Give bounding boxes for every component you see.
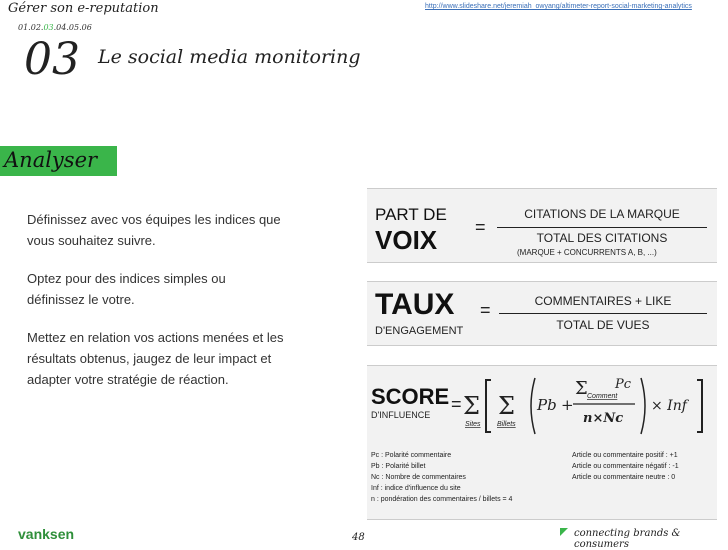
voix-fraction-line [497, 227, 707, 228]
voix-label-main: VOIX [375, 225, 438, 255]
legend-right-item: Article ou commentaire négatif : -1 [572, 463, 679, 470]
page-number: 48 [352, 532, 365, 543]
left-bracket [486, 380, 491, 432]
engagement-fraction-line [499, 313, 707, 314]
engagement-numerator: COMMENTAIRES + LIKE [534, 294, 672, 308]
pc-term: Pc [615, 377, 632, 392]
score-label-sub: D'INFLUENCE [371, 410, 431, 420]
score-legend-right [572, 450, 679, 483]
paragraph-relation: Mettez en relation vos actions menées et les résultats obtenus, jaugez de leur impact et adapter votre stratégie de réaction. [27, 330, 284, 387]
breadcrumb [18, 23, 92, 32]
voix-equals: = [475, 217, 486, 237]
engagement-denominator: TOTAL DE VUES [556, 318, 650, 332]
plus-sign: + [561, 396, 574, 414]
analyser-tag [0, 146, 117, 176]
legend-left-item: Pc : Polarité commentaire [371, 452, 452, 459]
voix-label-top: PART DE [375, 205, 447, 224]
paragraph-simple: Optez pour des indices simples ou définissez le votre. [27, 271, 226, 307]
section-title: Le social media monitoring [98, 46, 361, 68]
legend-left-item: Pb : Polarité billet [371, 463, 426, 470]
sum-billets-label: Billets [497, 421, 516, 428]
voix-numerator: CITATIONS DE LA MARQUE [524, 207, 680, 221]
right-paren [641, 378, 645, 434]
paragraph-indices: Définissez avec vos équipes les indices que vous souhaitez suivre. [27, 212, 281, 248]
formula-taux-engagement [367, 281, 717, 346]
score-label-main: SCORE [371, 384, 450, 409]
legend-left-item: Inf : indice d'influence du site [371, 485, 461, 492]
sum-comment-symbol: Σ [575, 378, 588, 399]
engagement-label-sub: D'ENGAGEMENT [375, 325, 464, 337]
score-legend-left [371, 450, 512, 505]
footer-tagline: connecting brands & consumers [574, 528, 681, 550]
breadcrumb-before: 01.02. [18, 23, 44, 32]
sum-sites-symbol: Σ [463, 392, 480, 420]
score-formula-graphic [463, 370, 713, 440]
score-equals: = [451, 394, 462, 414]
times-inf-term: × Inf [651, 398, 687, 414]
sum-comment-label: Comment [587, 393, 618, 400]
breadcrumb-after: .04.05.06 [53, 23, 92, 32]
tagline-arrow-icon [560, 528, 568, 536]
formula-part-de-voix [367, 188, 717, 263]
engagement-label-main: TAUX [375, 288, 455, 321]
vanksen-logo: vanksen [18, 526, 75, 542]
voix-denominator: TOTAL DES CITATIONS [536, 231, 668, 245]
breadcrumb-current: 03 [43, 23, 54, 32]
legend-left-item: n : pondération des commentaires / billets = 4 [371, 496, 513, 503]
header-title: Gérer son e-reputation [8, 1, 159, 16]
voix-note: (MARQUE + CONCURRENTS A, B, ...) [517, 248, 657, 257]
source-link[interactable]: http://www.slideshare.net/jeremiah_owyang/altimeter-report-social-marketing-analytics [425, 3, 692, 10]
pb-term: Pb [537, 396, 557, 414]
legend-right-item: Article ou commentaire neutre : 0 [572, 474, 676, 481]
legend-left-item: Nc : Nombre de commentaires [371, 474, 466, 481]
legend-right-item: Article ou commentaire positif : +1 [572, 452, 678, 459]
sum-billets-symbol: Σ [498, 392, 515, 420]
formula-score-influence [367, 365, 717, 520]
denominator-term: n×Nc [583, 411, 624, 426]
sum-sites-label: Sites [465, 421, 481, 428]
section-number: 03 [24, 34, 80, 85]
engagement-equals: = [480, 300, 491, 320]
left-paren [531, 378, 535, 434]
right-bracket [697, 380, 702, 432]
analyser-tag-label: Analyser [4, 148, 98, 172]
